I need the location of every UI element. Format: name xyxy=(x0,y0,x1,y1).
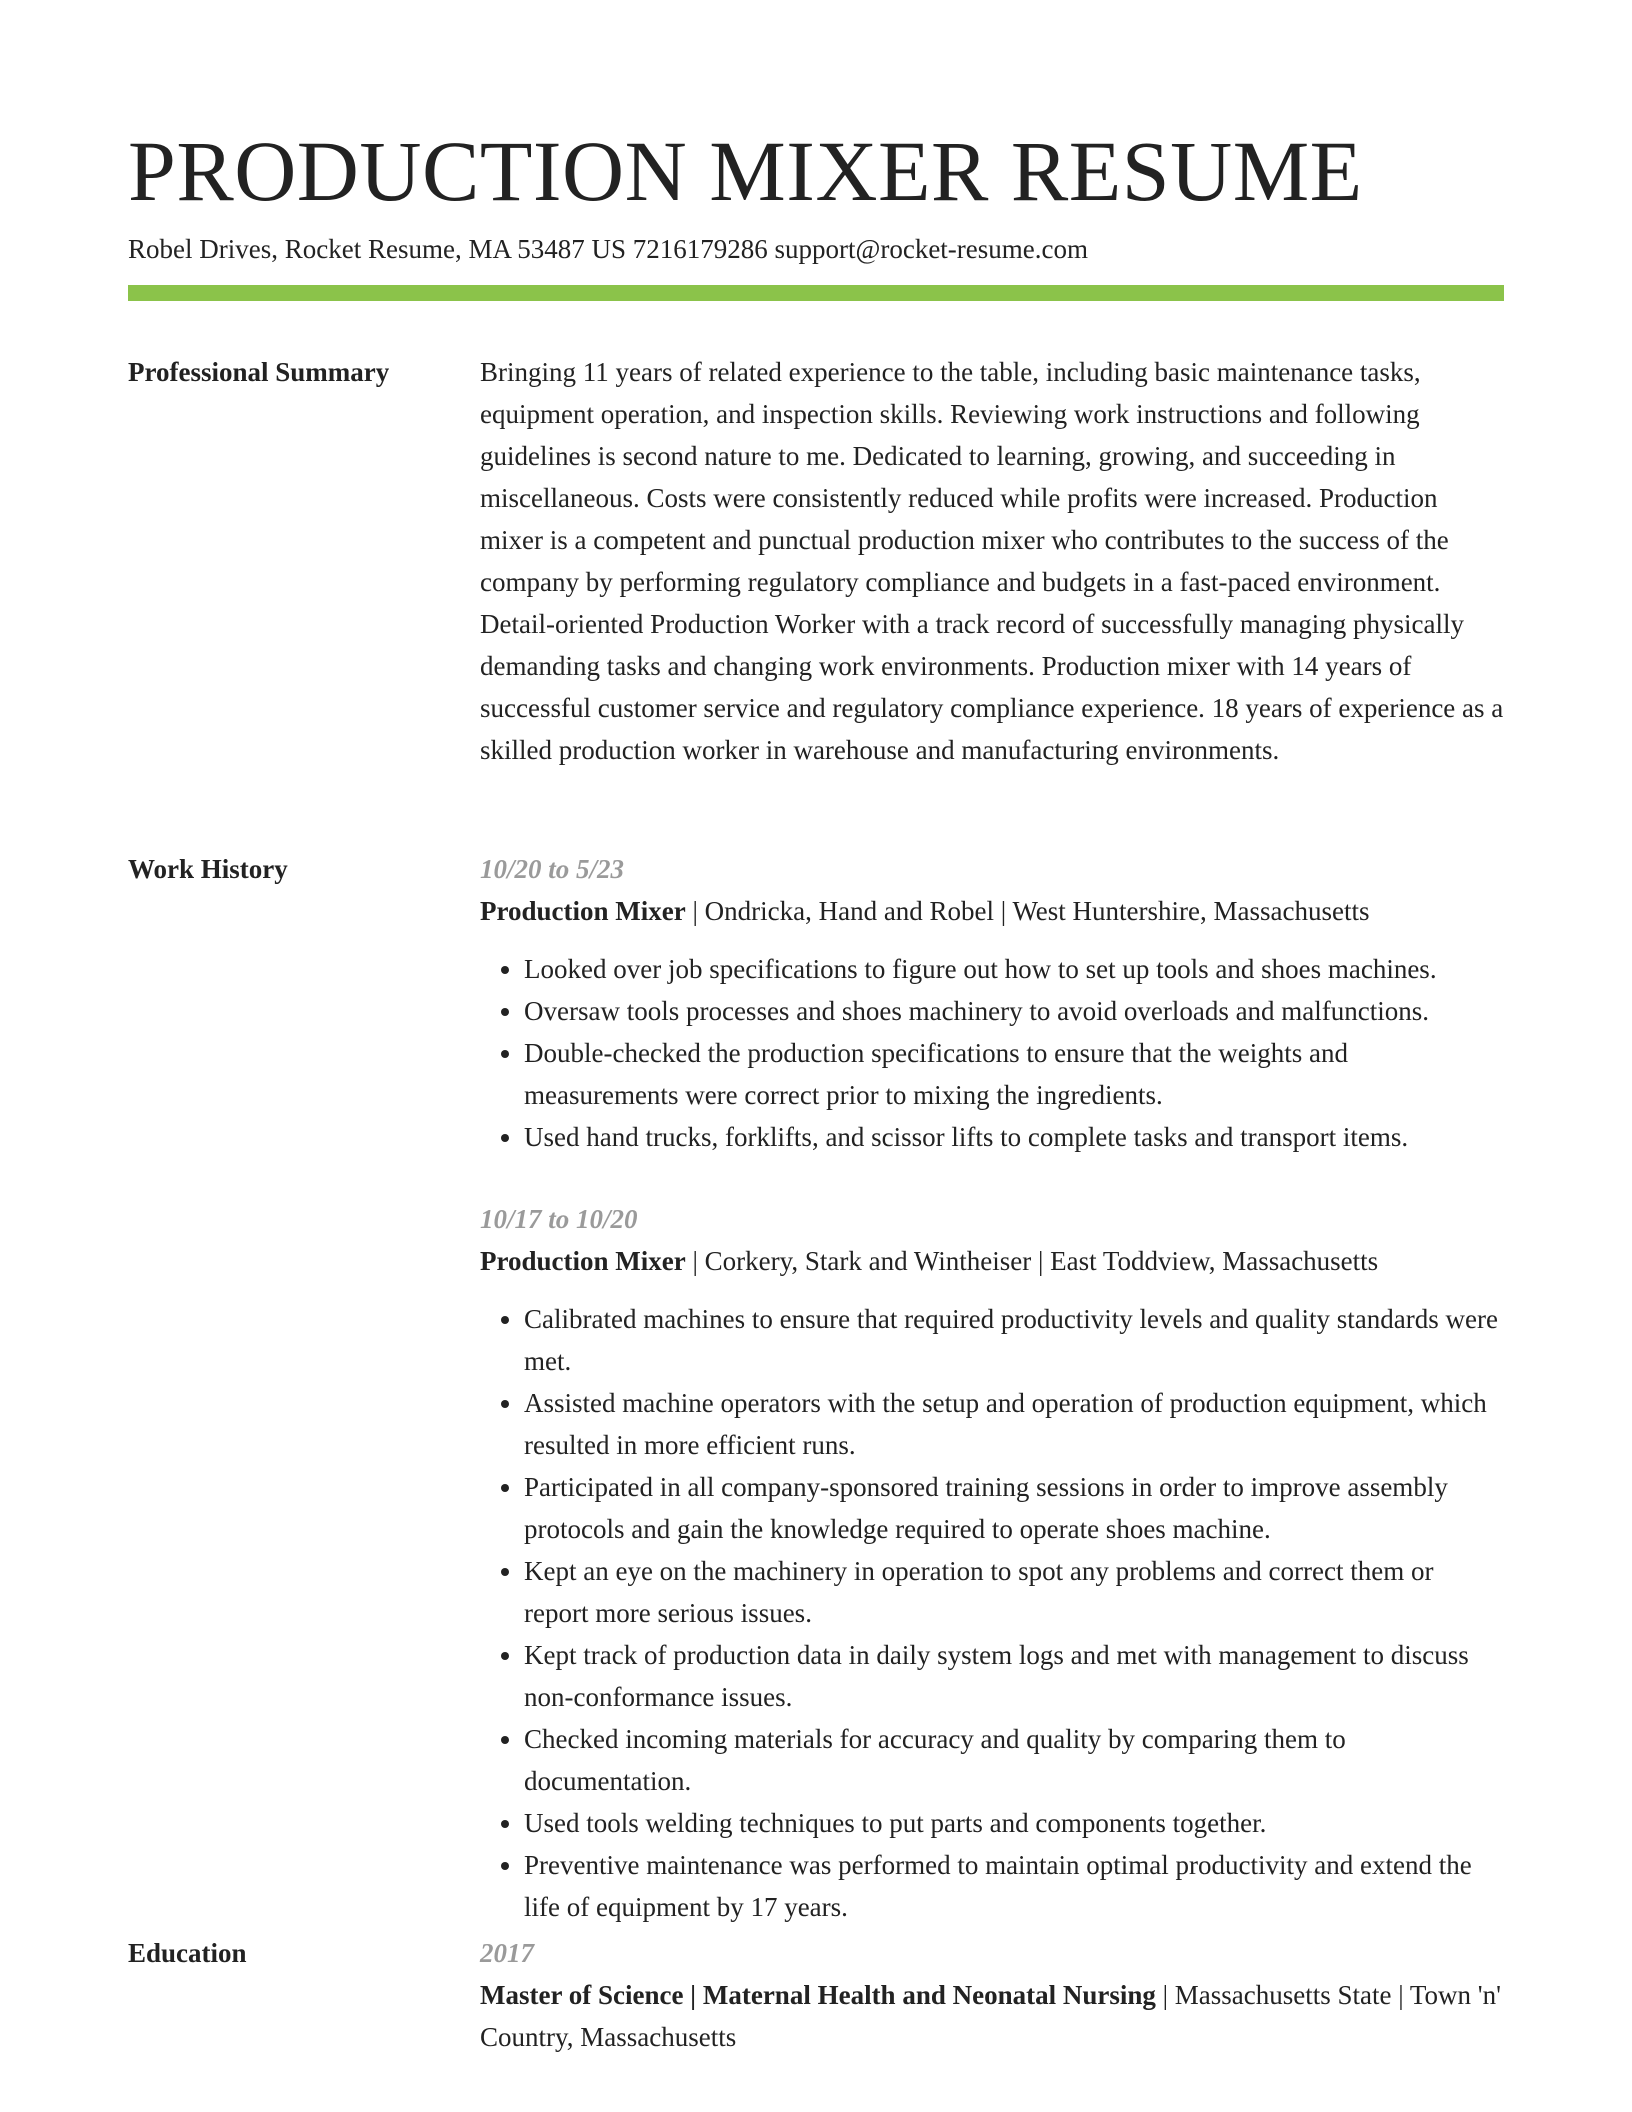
work-history-heading: Work History xyxy=(128,854,288,884)
job-bullet: • Preventive maintenance was performed to maintain optimal productivity and extend the life of equipment by 17 years. xyxy=(524,1844,1504,1928)
contact-email: support@rocket-resume.com xyxy=(774,234,1089,264)
job-bullet: • Oversaw tools processes and shoes machinery to avoid overloads and malfunctions. xyxy=(524,990,1504,1032)
job-bullet: • Calibrated machines to ensure that required productivity levels and quality standards were met. xyxy=(524,1298,1504,1382)
education-degree: Master of Science | Maternal Health and Neonatal Nursing xyxy=(480,1980,1156,2010)
education-year: 2017 xyxy=(480,1938,534,1968)
education-line xyxy=(480,1974,1504,2058)
job-dates: 10/20 to 5/23 xyxy=(480,854,625,884)
summary-body xyxy=(480,351,1504,771)
contact-address: Robel Drives, Rocket Resume, MA 53487 US xyxy=(128,234,626,264)
contact-line xyxy=(128,230,1088,268)
job-title-line xyxy=(480,1240,1504,1282)
job-entry xyxy=(480,1198,1504,1928)
job-details: | Ondricka, Hand and Robel | West Huntershire, Massachusetts xyxy=(685,896,1370,926)
work-history-body xyxy=(480,848,1504,1928)
education-body xyxy=(480,1932,1504,2058)
education-details: | Massachusetts State | Town 'n' Country, Massachusetts xyxy=(480,1980,1501,2052)
job-bullet: • Looked over job specifications to figure out how to set up tools and shoes machines. xyxy=(524,948,1504,990)
job-title: Production Mixer xyxy=(480,896,686,926)
contact-phone: 7216179286 xyxy=(632,234,768,264)
job-bullet: • Checked incoming materials for accuracy and quality by comparing them to documentation. xyxy=(524,1718,1504,1802)
summary-text: Bringing 11 years of related experience to the table, including basic maintenance tasks, equipment operation, and inspection skills. Reviewing work instructions and following guidelines is second nature to me. Dedicated to learning, growing, and succeeding in miscellaneous. Costs were consistently reduced while profits were increased. Production mixer is a competent and punctual production mixer who contributes to the success of the company by performing regulatory compliance and budgets in a fast-paced environment. Detail-oriented Production Worker with a track record of successfully managing physically demanding tasks and changing work environments. Production mixer with 14 years of successful customer service and regulatory compliance experience. 18 years of experience as a skilled production worker in warehouse and manufacturing environments. xyxy=(480,357,1504,765)
job-bullet: • Kept track of production data in daily system logs and met with management to discuss non-conformance issues. xyxy=(524,1634,1504,1718)
summary-heading: Professional Summary xyxy=(128,357,390,387)
job-bullet: • Participated in all company-sponsored training sessions in order to improve assembly protocols and gain the knowledge required to operate shoes machine. xyxy=(524,1466,1504,1550)
job-entry xyxy=(480,848,1504,1158)
job-bullet: • Used tools welding techniques to put parts and components together. xyxy=(524,1802,1504,1844)
job-bullet: • Assisted machine operators with the setup and operation of production equipment, which resulted in more efficient runs. xyxy=(524,1382,1504,1466)
header-divider xyxy=(128,285,1504,301)
education-heading: Education xyxy=(128,1938,247,1968)
job-bullets xyxy=(480,948,1504,1158)
job-details: | Corkery, Stark and Wintheiser | East Toddview, Massachusetts xyxy=(685,1246,1379,1276)
job-bullet: • Double-checked the production specifications to ensure that the weights and measurements were correct prior to mixing the ingredients. xyxy=(524,1032,1504,1116)
job-title: Production Mixer xyxy=(480,1246,686,1276)
job-bullets xyxy=(480,1298,1504,1928)
job-bullet: • Used hand trucks, forklifts, and scissor lifts to complete tasks and transport items. xyxy=(524,1116,1504,1158)
job-title-line xyxy=(480,890,1504,932)
job-dates: 10/17 to 10/20 xyxy=(480,1204,638,1234)
job-bullet: • Kept an eye on the machinery in operation to spot any problems and correct them or report more serious issues. xyxy=(524,1550,1504,1634)
resume-title: PRODUCTION MIXER RESUME xyxy=(128,123,1363,219)
